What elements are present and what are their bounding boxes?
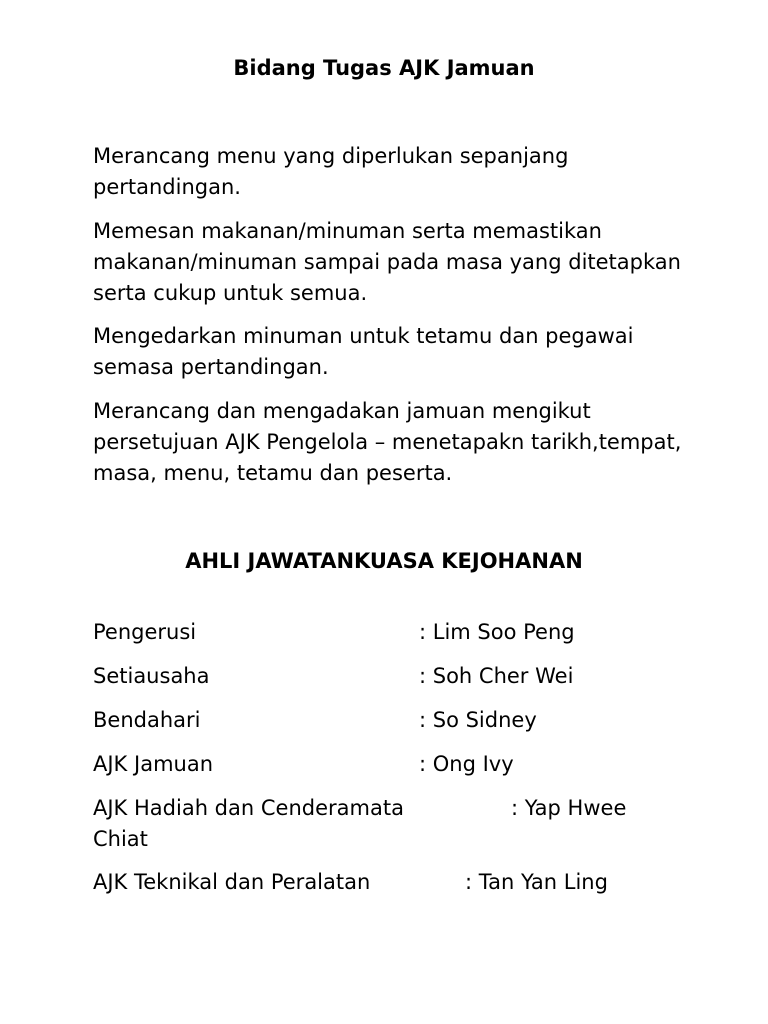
committee-role: Bendahari [93, 708, 201, 732]
committee-row [93, 793, 713, 825]
committee-member-continued: Chiat [93, 827, 148, 851]
committee-member: : Ong Ivy [419, 752, 514, 776]
duty-paragraph: Merancang dan mengadakan jamuan mengikut persetujuan AJK Pengelola – menetapakn tarikh,tempat, masa, menu, tetamu dan peserta. [93, 399, 682, 485]
committee-role: AJK Teknikal dan Peralatan [93, 870, 371, 894]
committee-row [93, 617, 713, 649]
committee-row [93, 705, 713, 737]
committee-row [93, 867, 713, 899]
duty-paragraph: Mengedarkan minuman untuk tetamu dan pegawai semasa pertandingan. [93, 324, 634, 379]
committee-role: AJK Jamuan [93, 752, 214, 776]
page-title: Bidang Tugas AJK Jamuan [233, 56, 535, 80]
committee-member: : Tan Yan Ling [465, 870, 608, 894]
committee-member: : Yap Hwee [511, 796, 627, 820]
committee-row [93, 661, 713, 693]
committee-role: Pengerusi [93, 620, 197, 644]
committee-role: AJK Hadiah dan Cenderamata [93, 796, 404, 820]
committee-heading: AHLI JAWATANKUASA KEJOHANAN [185, 549, 583, 573]
committee-member: : So Sidney [419, 708, 537, 732]
committee-row [93, 749, 713, 781]
committee-member: : Lim Soo Peng [419, 620, 575, 644]
committee-member: : Soh Cher Wei [419, 664, 574, 688]
duty-paragraph: Memesan makanan/minuman serta memastikan makanan/minuman sampai pada masa yang ditetapkan serta cukup untuk semua. [93, 219, 681, 305]
committee-role: Setiausaha [93, 664, 210, 688]
duty-paragraph: Merancang menu yang diperlukan sepanjang pertandingan. [93, 144, 569, 199]
